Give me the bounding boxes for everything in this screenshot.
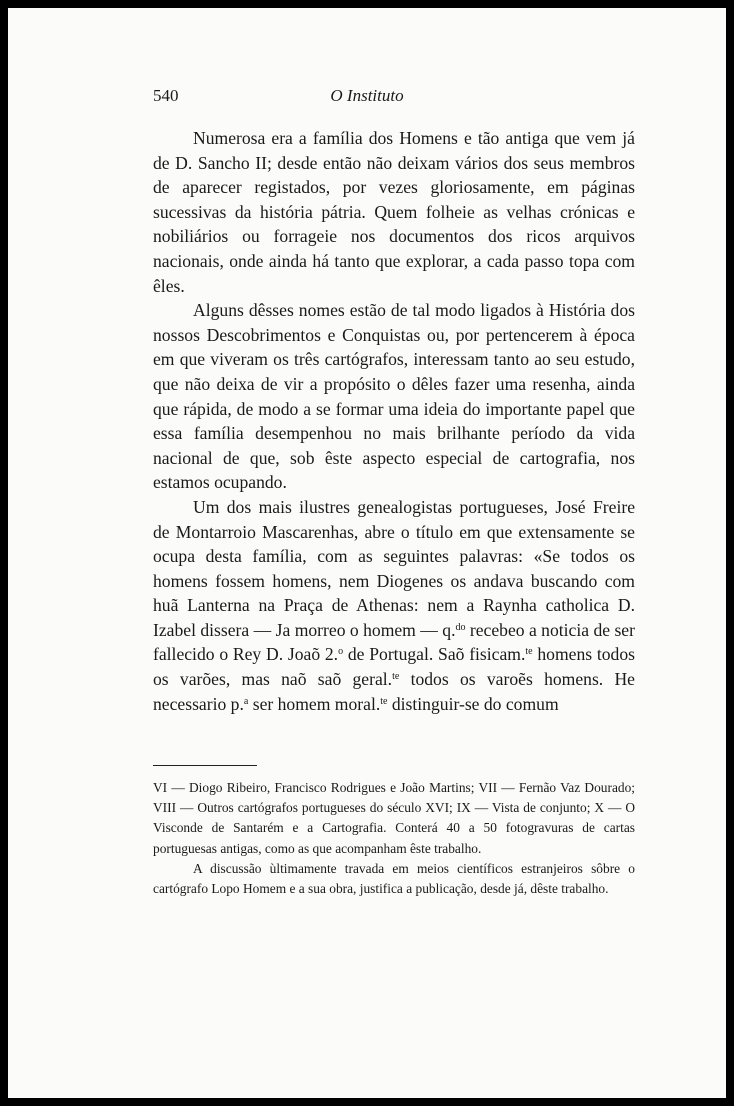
- superscript-do: do: [455, 621, 466, 633]
- paragraph-3-text-a: Um dos mais ilustres genealogistas portugueses, José Freire de Montarroio Mascarenhas, abre o título em que extensamente se ocupa desta família, com as seguintes palavras: «Se todos os homens fossem homens, nem Diogenes os andava buscando com huã Lanterna na Praça de Athenas: nem a Raynha catholica D. Izabel dissera — Ja morreo o homem — q.: [153, 496, 635, 640]
- scanned-page: [8, 8, 726, 1098]
- paragraph-3-text-e: todos os varoẽs homens. He necessario p.: [153, 669, 635, 714]
- superscript-a: a: [243, 695, 249, 707]
- footnote: [153, 778, 635, 899]
- superscript-te-2: te: [392, 671, 400, 683]
- paragraph-3: [153, 495, 635, 716]
- superscript-te-1: te: [525, 646, 533, 658]
- superscript-o: o: [338, 646, 344, 658]
- body-text: [153, 126, 635, 716]
- paragraph-3-text-g: distinguir-se do comum: [387, 693, 559, 714]
- page-number: 540: [153, 86, 179, 105]
- paragraph-3-text-f: ser homem moral.: [248, 693, 381, 714]
- paragraph-1: Numerosa era a família dos Homens e tão antiga que vem já de D. Sancho II; desde então não deixam vários dos seus membros de aparecer registados, por vezes gloriosamente, em páginas sucessivas da história pátria. Quem folheie as velhas crónicas e nobiliários ou forrageie nos documentos dos ricos arquivos nacionais, onde ainda há tanto que explorar, a cada passo topa com êles.: [153, 128, 635, 296]
- footnote-paragraph-2: A discussão ùltimamente travada em meios científicos estranjeiros sôbre o cartógrafo Lopo Homem e a sua obra, justifica a publicação, desde já, dêste trabalho.: [153, 860, 635, 897]
- superscript-te-3: te: [380, 695, 388, 707]
- footnote-paragraph-1: VI — Diogo Ribeiro, Francisco Rodrigues e João Martins; VII — Fernão Vaz Dourado; VIII — Outros cartógrafos portugueses do século XVI; IX — Vista de conjunto; X — O Visconde de Santarém e a Cartografia. Conterá 40 a 50 fotogravuras de cartas portuguesas antigas, como as que acompanham êste trabalho.: [153, 780, 635, 856]
- page-header: [8, 86, 726, 110]
- paragraph-3-text-d: homens todos os varões, mas naõ saõ geral.: [153, 644, 635, 690]
- paragraph-3-text-c: de Portugal. Saõ fisicam.: [343, 644, 526, 665]
- paragraph-2: Alguns dêsses nomes estão de tal modo ligados à História dos nossos Descobrimentos e Conquistas ou, por pertencerem à época em que viveram os três cartógrafos, interessam tanto ao seu estudo, que não deixa de vir a propósito o dêles fazer uma resenha, ainda que rápida, de modo a se formar uma ideia do importante papel que essa família desempenhou no mais brilhante período da vida nacional de que, sob êste aspecto especial de cartografia, nos estamos ocupando.: [153, 300, 635, 493]
- running-title: O Instituto: [330, 86, 404, 105]
- footnote-divider: [153, 765, 257, 766]
- paragraph-3-text-b: recebeo a noticia de ser fallecido o Rey D. Joaõ 2.: [153, 619, 635, 665]
